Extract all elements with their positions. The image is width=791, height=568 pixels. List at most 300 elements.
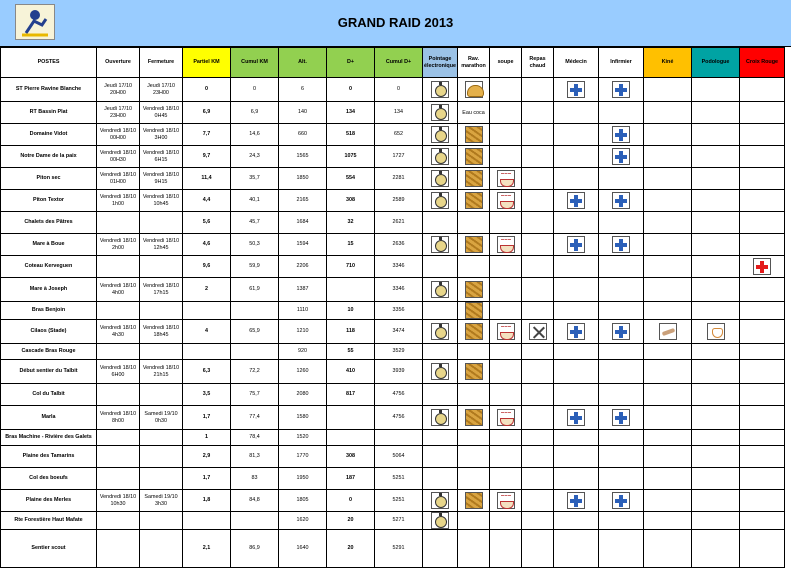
opening-time: Jeudi 17/10 20H00 bbox=[97, 78, 140, 102]
elevation-gain: 0 bbox=[327, 78, 375, 102]
cumulative-elevation-gain: 3356 bbox=[375, 302, 423, 320]
podologue-cell bbox=[692, 78, 740, 102]
partial-km: 2,1 bbox=[183, 530, 231, 568]
croix-rouge-cell bbox=[740, 344, 785, 360]
kine-cell bbox=[644, 384, 692, 406]
medecin-cell bbox=[554, 384, 599, 406]
station-name: Sentier scout bbox=[1, 530, 97, 568]
medecin-cell bbox=[554, 468, 599, 490]
elevation-gain: 187 bbox=[327, 468, 375, 490]
cumulative-km: 78,4 bbox=[231, 430, 279, 446]
infirmier-cell bbox=[599, 446, 644, 468]
opening-time bbox=[97, 430, 140, 446]
medical-cross-icon bbox=[612, 148, 630, 165]
soupe-cell bbox=[490, 320, 522, 344]
podologue-cell bbox=[692, 530, 740, 568]
altitude: 660 bbox=[279, 124, 327, 146]
podologue-cell bbox=[692, 384, 740, 406]
kine-cell bbox=[644, 512, 692, 530]
page-title: GRAND RAID 2013 bbox=[337, 15, 454, 30]
medecin-cell bbox=[554, 490, 599, 512]
altitude: 2165 bbox=[279, 190, 327, 212]
infirmier-cell bbox=[599, 530, 644, 568]
soup-bowl-icon bbox=[497, 492, 515, 509]
bread-icon bbox=[465, 363, 483, 380]
cumulative-elevation-gain: 0 bbox=[375, 78, 423, 102]
infirmier-cell bbox=[599, 124, 644, 146]
cumulative-elevation-gain: 134 bbox=[375, 102, 423, 124]
infirmier-cell bbox=[599, 102, 644, 124]
partial-km: 9,6 bbox=[183, 256, 231, 278]
opening-time: Vendredi 18/10 01H00 bbox=[97, 168, 140, 190]
pointage-cell bbox=[423, 360, 458, 384]
col-header-medecin: Médecin bbox=[554, 48, 599, 78]
closing-time bbox=[140, 430, 183, 446]
repas-cell bbox=[522, 468, 554, 490]
cumulative-elevation-gain: 3346 bbox=[375, 256, 423, 278]
podologue-cell bbox=[692, 168, 740, 190]
opening-time: Vendredi 18/10 6H00 bbox=[97, 360, 140, 384]
closing-time: Vendredi 18/10 17h15 bbox=[140, 278, 183, 302]
partial-km: 4,4 bbox=[183, 190, 231, 212]
ravito-cell bbox=[458, 468, 490, 490]
cumulative-elevation-gain: 5251 bbox=[375, 490, 423, 512]
closing-time: Vendredi 18/10 18h45 bbox=[140, 320, 183, 344]
cumulative-km: 84,8 bbox=[231, 490, 279, 512]
cumulative-km bbox=[231, 344, 279, 360]
altitude: 1770 bbox=[279, 446, 327, 468]
croix-rouge-cell bbox=[740, 124, 785, 146]
soupe-cell bbox=[490, 490, 522, 512]
soupe-cell bbox=[490, 360, 522, 384]
ravito-cell bbox=[458, 234, 490, 256]
pointage-cell bbox=[423, 430, 458, 446]
kine-cell bbox=[644, 102, 692, 124]
repas-cell bbox=[522, 102, 554, 124]
col-header-repas: Repas chaud bbox=[522, 48, 554, 78]
col-header-dplus: D+ bbox=[327, 48, 375, 78]
soupe-cell bbox=[490, 430, 522, 446]
podologue-cell bbox=[692, 190, 740, 212]
pointage-cell bbox=[423, 530, 458, 568]
soup-bowl-icon bbox=[497, 236, 515, 253]
opening-time: Vendredi 18/10 00H30 bbox=[97, 146, 140, 168]
cumulative-elevation-gain: 5271 bbox=[375, 512, 423, 530]
opening-time bbox=[97, 302, 140, 320]
infirmier-cell bbox=[599, 344, 644, 360]
cumulative-elevation-gain: 3939 bbox=[375, 360, 423, 384]
opening-time: Vendredi 18/10 1h00 bbox=[97, 190, 140, 212]
table-row bbox=[1, 256, 785, 278]
medecin-cell bbox=[554, 320, 599, 344]
soupe-cell bbox=[490, 512, 522, 530]
repas-cell bbox=[522, 146, 554, 168]
station-name: Marla bbox=[1, 406, 97, 430]
ravito-cell bbox=[458, 406, 490, 430]
elevation-gain bbox=[327, 406, 375, 430]
podologue-cell bbox=[692, 344, 740, 360]
elevation-gain bbox=[327, 278, 375, 302]
stopwatch-icon bbox=[431, 492, 449, 509]
table-row bbox=[1, 512, 785, 530]
cumulative-elevation-gain: 5251 bbox=[375, 468, 423, 490]
pointage-cell bbox=[423, 468, 458, 490]
cumulative-km: 0 bbox=[231, 78, 279, 102]
station-name: RT Bassin Plat bbox=[1, 102, 97, 124]
cumulative-km bbox=[231, 512, 279, 530]
croix-rouge-cell bbox=[740, 530, 785, 568]
medecin-cell bbox=[554, 446, 599, 468]
croix-rouge-cell bbox=[740, 468, 785, 490]
soup-bowl-icon bbox=[497, 323, 515, 340]
pointage-cell bbox=[423, 190, 458, 212]
cumulative-km: 65,9 bbox=[231, 320, 279, 344]
repas-cell bbox=[522, 302, 554, 320]
col-header-cumul-km: Cumul KM bbox=[231, 48, 279, 78]
table-row bbox=[1, 212, 785, 234]
elevation-gain: 710 bbox=[327, 256, 375, 278]
infirmier-cell bbox=[599, 234, 644, 256]
closing-time bbox=[140, 302, 183, 320]
elevation-gain: 32 bbox=[327, 212, 375, 234]
cumulative-km: 45,7 bbox=[231, 212, 279, 234]
station-name: Chalets des Pâtres bbox=[1, 212, 97, 234]
elevation-gain bbox=[327, 430, 375, 446]
closing-time bbox=[140, 446, 183, 468]
infirmier-cell bbox=[599, 302, 644, 320]
bread-icon bbox=[465, 170, 483, 187]
altitude: 1210 bbox=[279, 320, 327, 344]
cumulative-elevation-gain: 4756 bbox=[375, 384, 423, 406]
ravito-cell bbox=[458, 102, 490, 124]
medical-cross-icon bbox=[612, 236, 630, 253]
stopwatch-icon bbox=[431, 170, 449, 187]
partial-km: 4 bbox=[183, 320, 231, 344]
infirmier-cell bbox=[599, 490, 644, 512]
opening-time bbox=[97, 384, 140, 406]
aid-stations-table bbox=[0, 47, 785, 568]
altitude: 1387 bbox=[279, 278, 327, 302]
stopwatch-icon bbox=[431, 363, 449, 380]
cumulative-km: 77,4 bbox=[231, 406, 279, 430]
elevation-gain: 20 bbox=[327, 530, 375, 568]
infirmier-cell bbox=[599, 256, 644, 278]
ravito-cell bbox=[458, 124, 490, 146]
podologue-cell bbox=[692, 360, 740, 384]
croix-rouge-cell bbox=[740, 512, 785, 530]
stopwatch-icon bbox=[431, 126, 449, 143]
medical-cross-icon bbox=[612, 81, 630, 98]
infirmier-cell bbox=[599, 384, 644, 406]
medical-cross-icon bbox=[612, 409, 630, 426]
medical-cross-icon bbox=[567, 492, 585, 509]
pointage-cell bbox=[423, 384, 458, 406]
table-row bbox=[1, 234, 785, 256]
cumulative-elevation-gain: 4756 bbox=[375, 406, 423, 430]
podologue-cell bbox=[692, 468, 740, 490]
col-header-fermeture: Fermeture bbox=[140, 48, 183, 78]
table-row bbox=[1, 468, 785, 490]
podologue-cell bbox=[692, 124, 740, 146]
repas-cell bbox=[522, 512, 554, 530]
table-row bbox=[1, 78, 785, 102]
elevation-gain: 308 bbox=[327, 190, 375, 212]
podologue-cell bbox=[692, 446, 740, 468]
soupe-cell bbox=[490, 102, 522, 124]
medecin-cell bbox=[554, 190, 599, 212]
soupe-cell bbox=[490, 146, 522, 168]
cumulative-km: 75,7 bbox=[231, 384, 279, 406]
station-name: Col des boeufs bbox=[1, 468, 97, 490]
station-name: ST Pierre Ravine Blanche bbox=[1, 78, 97, 102]
soupe-cell bbox=[490, 256, 522, 278]
closing-time: Vendredi 18/10 10h45 bbox=[140, 190, 183, 212]
soupe-cell bbox=[490, 168, 522, 190]
table-row bbox=[1, 384, 785, 406]
partial-km: 1,7 bbox=[183, 406, 231, 430]
table-row bbox=[1, 490, 785, 512]
altitude: 920 bbox=[279, 344, 327, 360]
medecin-cell bbox=[554, 234, 599, 256]
col-header-infirmier: Infirmier bbox=[599, 48, 644, 78]
repas-cell bbox=[522, 320, 554, 344]
kine-cell bbox=[644, 78, 692, 102]
medecin-cell bbox=[554, 278, 599, 302]
kine-cell bbox=[644, 446, 692, 468]
medical-cross-icon bbox=[567, 323, 585, 340]
elevation-gain: 10 bbox=[327, 302, 375, 320]
pointage-cell bbox=[423, 446, 458, 468]
partial-km: 1 bbox=[183, 430, 231, 446]
closing-time: Jeudi 17/10 23H00 bbox=[140, 78, 183, 102]
soupe-cell bbox=[490, 530, 522, 568]
table-row bbox=[1, 168, 785, 190]
medecin-cell bbox=[554, 102, 599, 124]
infirmier-cell bbox=[599, 212, 644, 234]
elevation-gain: 308 bbox=[327, 446, 375, 468]
infirmier-cell bbox=[599, 168, 644, 190]
kine-cell bbox=[644, 406, 692, 430]
altitude: 1805 bbox=[279, 490, 327, 512]
cumulative-elevation-gain: 2636 bbox=[375, 234, 423, 256]
closing-time bbox=[140, 468, 183, 490]
medical-cross-icon bbox=[612, 126, 630, 143]
table-row bbox=[1, 406, 785, 430]
podologue-cell bbox=[692, 302, 740, 320]
table-row bbox=[1, 360, 785, 384]
ravito-cell bbox=[458, 190, 490, 212]
bread-icon bbox=[465, 492, 483, 509]
pointage-cell bbox=[423, 102, 458, 124]
repas-cell bbox=[522, 360, 554, 384]
cumulative-elevation-gain bbox=[375, 430, 423, 446]
stopwatch-icon bbox=[431, 192, 449, 209]
table-row bbox=[1, 344, 785, 360]
opening-time bbox=[97, 212, 140, 234]
cumulative-km: 59,9 bbox=[231, 256, 279, 278]
closing-time bbox=[140, 256, 183, 278]
bread-icon bbox=[465, 236, 483, 253]
partial-km: 7,7 bbox=[183, 124, 231, 146]
repas-cell bbox=[522, 124, 554, 146]
croix-rouge-cell bbox=[740, 446, 785, 468]
croix-rouge-cell bbox=[740, 212, 785, 234]
repas-cell bbox=[522, 212, 554, 234]
altitude: 1110 bbox=[279, 302, 327, 320]
partial-km bbox=[183, 302, 231, 320]
podologue-cell bbox=[692, 406, 740, 430]
kine-cell bbox=[644, 146, 692, 168]
ravito-cell bbox=[458, 512, 490, 530]
col-header-ouverture: Ouverture bbox=[97, 48, 140, 78]
infirmier-cell bbox=[599, 190, 644, 212]
bread-icon bbox=[465, 192, 483, 209]
opening-time bbox=[97, 256, 140, 278]
opening-time bbox=[97, 344, 140, 360]
repas-cell bbox=[522, 256, 554, 278]
partial-km: 6,3 bbox=[183, 360, 231, 384]
elevation-gain: 410 bbox=[327, 360, 375, 384]
kine-cell bbox=[644, 344, 692, 360]
podologue-cell bbox=[692, 490, 740, 512]
altitude: 1565 bbox=[279, 146, 327, 168]
croix-rouge-cell bbox=[740, 406, 785, 430]
closing-time: Vendredi 18/10 3H00 bbox=[140, 124, 183, 146]
table-row bbox=[1, 102, 785, 124]
altitude: 140 bbox=[279, 102, 327, 124]
station-name: Col du Talbit bbox=[1, 384, 97, 406]
infirmier-cell bbox=[599, 468, 644, 490]
repas-cell bbox=[522, 344, 554, 360]
croix-rouge-cell bbox=[740, 102, 785, 124]
medecin-cell bbox=[554, 302, 599, 320]
closing-time bbox=[140, 384, 183, 406]
podologue-cell bbox=[692, 256, 740, 278]
cumulative-km: 6,9 bbox=[231, 102, 279, 124]
station-name: Plaine des Merles bbox=[1, 490, 97, 512]
croix-rouge-cell bbox=[740, 320, 785, 344]
ravito-cell bbox=[458, 168, 490, 190]
repas-cell bbox=[522, 446, 554, 468]
medecin-cell bbox=[554, 168, 599, 190]
partial-km: 0 bbox=[183, 78, 231, 102]
col-header-partiel-km: Partiel KM bbox=[183, 48, 231, 78]
infirmier-cell bbox=[599, 278, 644, 302]
partial-km: 9,7 bbox=[183, 146, 231, 168]
repas-cell bbox=[522, 490, 554, 512]
altitude: 1684 bbox=[279, 212, 327, 234]
elevation-gain: 20 bbox=[327, 512, 375, 530]
stopwatch-icon bbox=[431, 81, 449, 98]
ravito-cell bbox=[458, 430, 490, 446]
utensils-icon bbox=[529, 323, 547, 340]
cumulative-km: 35,7 bbox=[231, 168, 279, 190]
partial-km: 2,9 bbox=[183, 446, 231, 468]
station-name: Notre Dame de la paix bbox=[1, 146, 97, 168]
altitude: 1640 bbox=[279, 530, 327, 568]
ravito-cell bbox=[458, 344, 490, 360]
repas-cell bbox=[522, 530, 554, 568]
bread-icon bbox=[465, 302, 483, 319]
croix-rouge-cell bbox=[740, 256, 785, 278]
station-name: Coteau Kerveguen bbox=[1, 256, 97, 278]
croix-rouge-cell bbox=[740, 430, 785, 446]
elevation-gain: 15 bbox=[327, 234, 375, 256]
ravito-text: Eau coca bbox=[462, 110, 485, 116]
cumulative-km: 50,3 bbox=[231, 234, 279, 256]
table-row bbox=[1, 124, 785, 146]
kine-cell bbox=[644, 212, 692, 234]
stopwatch-icon bbox=[431, 409, 449, 426]
medecin-cell bbox=[554, 360, 599, 384]
closing-time: Samedi 19/10 3h30 bbox=[140, 490, 183, 512]
kine-cell bbox=[644, 320, 692, 344]
medical-cross-icon bbox=[567, 192, 585, 209]
pointage-cell bbox=[423, 278, 458, 302]
partial-km: 6,9 bbox=[183, 102, 231, 124]
altitude: 1580 bbox=[279, 406, 327, 430]
pointage-cell bbox=[423, 124, 458, 146]
elevation-gain: 118 bbox=[327, 320, 375, 344]
pointage-cell bbox=[423, 234, 458, 256]
pointage-cell bbox=[423, 490, 458, 512]
pointage-cell bbox=[423, 212, 458, 234]
podologue-cell bbox=[692, 278, 740, 302]
opening-time: Vendredi 18/10 10h30 bbox=[97, 490, 140, 512]
pointage-cell bbox=[423, 512, 458, 530]
pointage-cell bbox=[423, 302, 458, 320]
soup-bowl-icon bbox=[497, 409, 515, 426]
croix-rouge-cell bbox=[740, 302, 785, 320]
soupe-cell bbox=[490, 406, 522, 430]
kine-cell bbox=[644, 360, 692, 384]
col-header-cumul-dplus: Cumul D+ bbox=[375, 48, 423, 78]
red-cross-icon bbox=[753, 258, 771, 275]
stopwatch-icon bbox=[431, 512, 449, 529]
medecin-cell bbox=[554, 78, 599, 102]
repas-cell bbox=[522, 78, 554, 102]
soupe-cell bbox=[490, 124, 522, 146]
podologue-cell bbox=[692, 146, 740, 168]
station-name: Piton sec bbox=[1, 168, 97, 190]
station-name: Mare à Boue bbox=[1, 234, 97, 256]
altitude: 1594 bbox=[279, 234, 327, 256]
infirmier-cell bbox=[599, 430, 644, 446]
medical-cross-icon bbox=[567, 409, 585, 426]
kine-cell bbox=[644, 168, 692, 190]
opening-time: Vendredi 18/10 8h00 bbox=[97, 406, 140, 430]
station-name: Cilaos (Stade) bbox=[1, 320, 97, 344]
closing-time bbox=[140, 530, 183, 568]
soupe-cell bbox=[490, 278, 522, 302]
cumulative-elevation-gain: 2589 bbox=[375, 190, 423, 212]
soupe-cell bbox=[490, 78, 522, 102]
partial-km: 1,7 bbox=[183, 468, 231, 490]
kine-cell bbox=[644, 278, 692, 302]
cumulative-km: 86,9 bbox=[231, 530, 279, 568]
partial-km: 1,8 bbox=[183, 490, 231, 512]
repas-cell bbox=[522, 168, 554, 190]
opening-time bbox=[97, 446, 140, 468]
medecin-cell bbox=[554, 146, 599, 168]
cumulative-elevation-gain: 5291 bbox=[375, 530, 423, 568]
partial-km: 4,6 bbox=[183, 234, 231, 256]
station-name: Bras Machine - Rivière des Galets bbox=[1, 430, 97, 446]
elevation-gain: 134 bbox=[327, 102, 375, 124]
repas-cell bbox=[522, 190, 554, 212]
table-row bbox=[1, 430, 785, 446]
stopwatch-icon bbox=[431, 148, 449, 165]
